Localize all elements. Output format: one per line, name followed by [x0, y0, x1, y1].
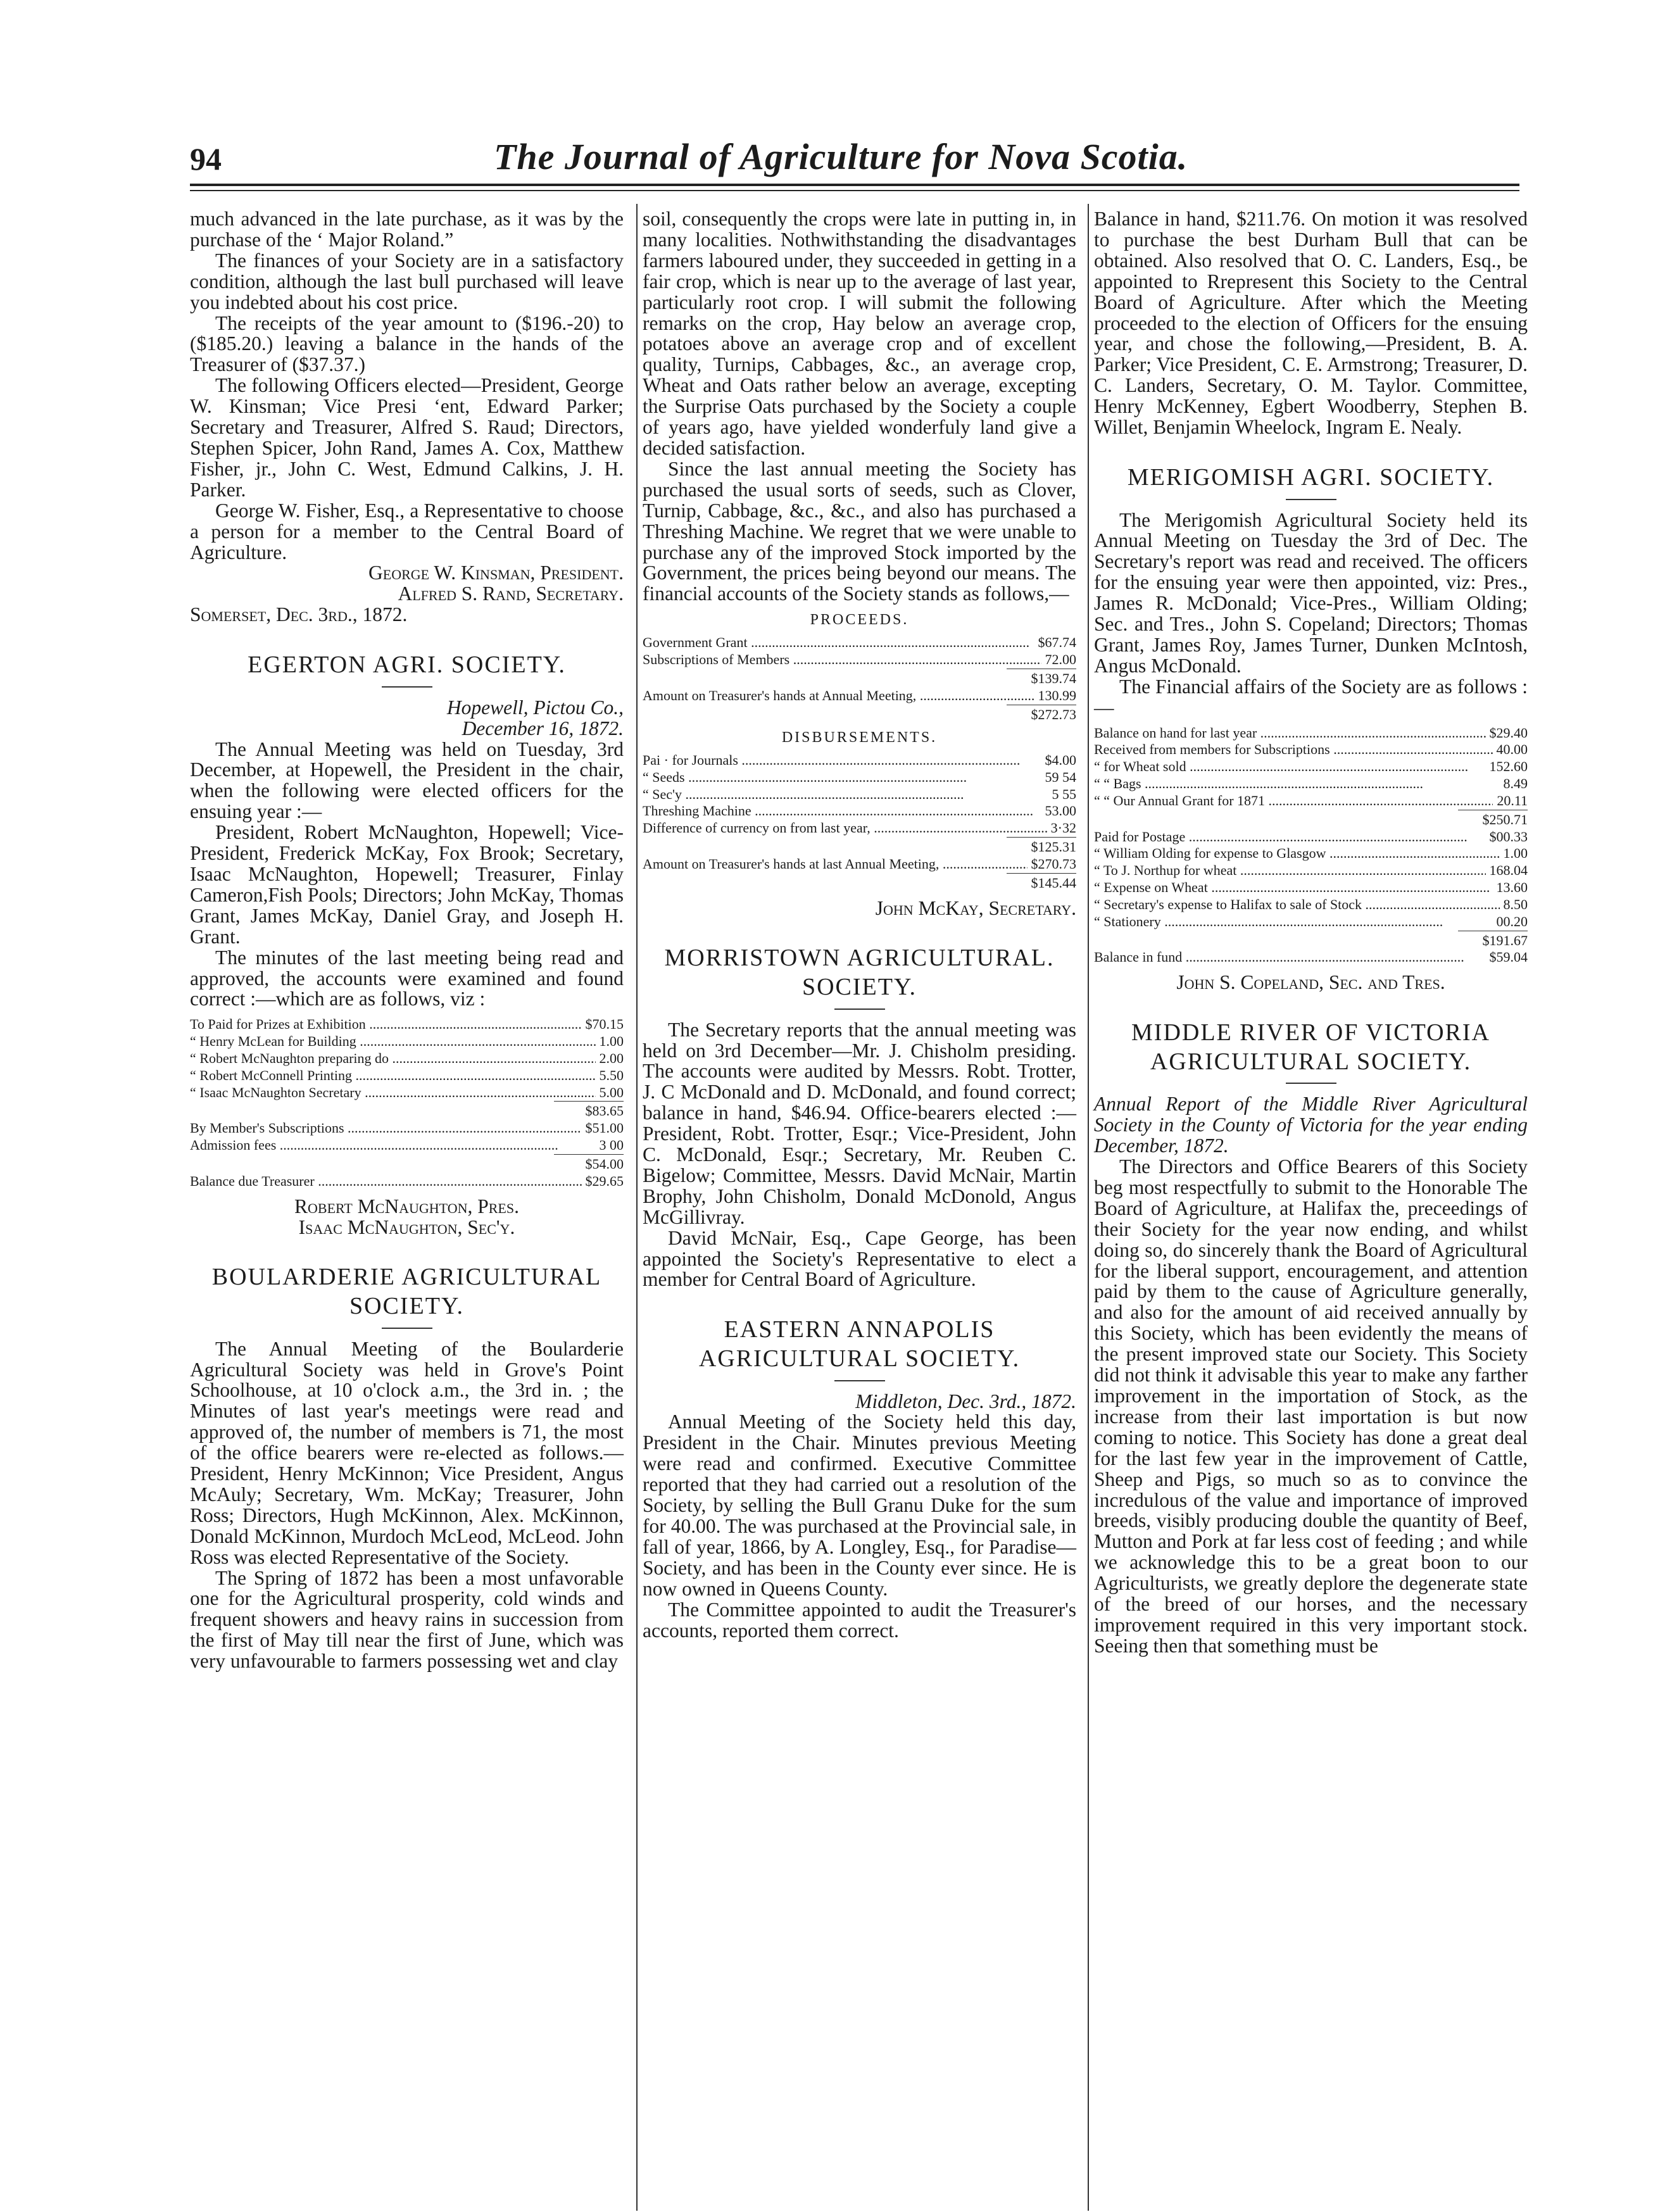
paragraph: George W. Fisher, Esq., a Representative to choose a person for a member to the Central Board of Agriculture. [190, 499, 624, 563]
account-amount: 13.60 [1496, 879, 1528, 896]
account-label: “ for Wheat sold ..... [1094, 758, 1486, 776]
account-list [190, 1120, 624, 1154]
account-row [1094, 879, 1528, 896]
account-list [643, 752, 1076, 837]
account-amount: 1.00 [599, 1033, 624, 1050]
account-total: $125.31 [1007, 837, 1076, 856]
heading-dash [382, 1328, 432, 1329]
account-label: Balance on hand for last year ..... [1094, 725, 1486, 742]
account-total: $145.44 [1007, 873, 1076, 892]
paragraph: The Financial affairs of the Society are as follows :— [1094, 675, 1528, 719]
signature: Isaac McNaughton, Sec'y. [298, 1216, 515, 1238]
account-amount: $59.04 [1489, 949, 1528, 965]
column-2 [643, 209, 1076, 1641]
paragraph: The Annual Meeting was held on Tuesday, 3rd December, at Hopewell, the President in the chair, when the following were elected officers for the ensuing year :— [190, 738, 624, 823]
account-row [190, 1067, 624, 1084]
paragraph: The Annual Meeting of the Boularderie Agricultural Society was held in Grove's Point Schoolhouse, at 10 o'clock a.m., the 3rd in. ; the Minutes of last year's meetings were read and approved of, the number of members is 71, the most of the office bearers were re-elected as follows.—President, Henry McKinnon; Vice President, Angus McAuly; Secretary, Wm. McKay; Treasurer, John Ross; Directors, Hugh McKinnon, Alex. McKinnon, Donald McKinnon, Murdoch McLeod, McLeod. John Ross was elected Representative of the Society. [190, 1337, 624, 1568]
paragraph: Balance in hand, $211.76. On motion it was resolved to purchase the best Durham Bull that can be obtained. Also resolved that O. C. Landers, Esq., be appointed to Rrepresent this Society to the Central Board of Agriculture. After which the Meeting proceeded to the election of Officers for the ensuing year, and chose the following,—President, B. A. Parker; Vice President, C. E. Armstrong; Treasurer, D. C. Landers, Secretary, O. M. Taylor. Committee, Henry McKenney, Egbert Woodberry, Stephen B. Willet, Benjamin Wheelock, Ingram E. Nealy. [1094, 208, 1528, 439]
account-amount: 00.20 [1496, 913, 1528, 929]
account-label: Difference of currency on from last year, ..... [643, 820, 1047, 837]
dateline: December 16, 1872. [462, 717, 624, 739]
account-table [190, 1016, 624, 1190]
account-amount: 5.50 [599, 1067, 624, 1083]
account-label: Government Grant ..... [643, 634, 1034, 651]
paragraph: The Committee appointed to audit the Treasurer's accounts, reported them correct. [643, 1598, 1076, 1642]
account-label: Balance due Treasurer ..... [190, 1173, 582, 1190]
account-total: $139.74 [1007, 669, 1076, 688]
account-row [190, 1016, 624, 1033]
column-divider-2 [1088, 204, 1089, 2211]
account-row [190, 1050, 624, 1067]
account-amount: $00.33 [1489, 828, 1528, 845]
account-amount: 8.50 [1503, 896, 1528, 912]
heading-dash [1286, 499, 1336, 500]
account-label: “ Secretary's expense to Halifax to sale of Stock ..... [1094, 896, 1500, 914]
account-amount: $4.00 [1045, 751, 1076, 768]
signature: Alfred S. Rand, Secretary. [398, 582, 624, 605]
account-label: Received from members for Subscriptions ..... [1094, 741, 1493, 758]
account-amount: $51.00 [585, 1120, 624, 1136]
account-row [643, 634, 1076, 651]
account-amount: 130.99 [1038, 687, 1076, 703]
account-label: “ Expense on Wheat ..... [1094, 879, 1493, 896]
heading-dash [834, 1009, 885, 1010]
account-row [1094, 776, 1528, 793]
account-amount: 168.04 [1489, 862, 1528, 879]
account-row [643, 769, 1076, 786]
paragraph: The receipts of the year amount to ($196.-20) to ($185.20.) leaving a balance in the hands of the Treasurer of ($37.37.) [190, 311, 624, 376]
account-row [190, 1120, 624, 1137]
account-label: Admission fees ..... [190, 1137, 596, 1154]
section-heading: BOULARDERIE AGRICULTURAL SOCIETY. [211, 1264, 602, 1319]
account-row [643, 803, 1076, 820]
paragraph: The Directors and Office Bearers of this Society beg most respectfully to submit to the Honorable The Board of Agriculture, at Halifax the, preceedings of their Society for the year now ending, and whilst doing so, do sincerely thank the Board of Agricultural for the liberal support, encouragement, and attention paid by them to the cause of Agriculture generally, and also for the amount of aid received annually by this Society, which has been evidently the means of the present improved state our Society. This Society did not think it advisable this year to make any farther improvement in the importation of Stock, as the increase from their last importation is but now coming to notice. This Society has done a great deal for the last few year in the improvement of Cattle, Sheep and Pigs, so much so as to convince the incredulous of the value and importance of improved breeds, visibly producing double the quantity of Beef, Mutton and Pork at far less cost of feeding ; and while we acknowledge this to be a great boon to our Agriculturists, we greatly deplore the degenerate state of the breed of our horses, and the necessary improvement required in this very important stock. Seeing then that something must be [1094, 1155, 1528, 1657]
column-3 [1094, 209, 1528, 1657]
section-heading: EGERTON AGRI. SOCIETY. [248, 651, 566, 679]
account-label: “ Seeds ..... [643, 769, 1041, 786]
account-amount: 72.00 [1045, 651, 1076, 668]
account-amount: 40.00 [1496, 741, 1528, 758]
account-total: $272.73 [1007, 705, 1076, 724]
account-label: Balance in fund ..... [1094, 949, 1486, 966]
paragraph: The Spring of 1872 has been a most unfavorable one for the Agricultural prosperity, cold winds and frequent showers and heavy rains in succession from the first of May till near the first of June, which was very unfavourable to farmers possessing wet and clay [190, 1566, 624, 1673]
section-heading: EASTERN ANNAPOLIS AGRICULTURAL SOCIETY. [698, 1316, 1021, 1372]
signature: Robert McNaughton, Pres. [294, 1195, 519, 1217]
signature: John S. Copeland, Sec. and Tres. [1176, 971, 1445, 994]
paragraph: The minutes of the last meeting being read and approved, the accounts were examined and found correct :—which are as follows, viz : [190, 946, 624, 1010]
paragraph: David McNair, Esq., Cape George, has been appointed the Society's Representative to elect a member for Central Board of Agriculture. [643, 1226, 1076, 1291]
signature: George W. Kinsman, President. [368, 562, 624, 584]
account-amount: 2.00 [599, 1050, 624, 1066]
account-amount: 5.00 [599, 1084, 624, 1100]
account-row [643, 856, 1076, 873]
account-amount: 53.00 [1045, 803, 1076, 819]
column-1 [190, 209, 624, 1672]
paragraph: The Merigomish Agricultural Society held its Annual Meeting on Tuesday the 3rd of Dec. The Secretary's report was read and received. The officers for the ensuing year were then appointed, viz: Pres., James R. McDonald; Vice-Pres., William Olding; Sec. and Tres., John S. Copeland; Directors; Thomas Grant, James Roy, James Turner, Dunken McIntosh, Angus McDonald. [1094, 508, 1528, 677]
account-table [1094, 725, 1528, 967]
account-row [1094, 725, 1528, 742]
account-label: “ Isaac McNaughton Secretary ..... [190, 1084, 596, 1102]
account-amount: 3 00 [599, 1137, 624, 1153]
account-amount: 5 55 [1052, 786, 1076, 802]
account-row [190, 1173, 624, 1190]
account-row [190, 1084, 624, 1102]
account-label: Pai · for Journals ..... [643, 752, 1041, 769]
dateline: Hopewell, Pictou Co., [446, 696, 624, 719]
account-caption: PROCEEDS. [810, 612, 909, 629]
account-list [1094, 725, 1528, 810]
account-row [643, 688, 1076, 705]
account-row [1094, 758, 1528, 776]
account-label: “ Robert McNaughton preparing do ..... [190, 1050, 596, 1067]
dateline: Somerset, Dec. 3rd., 1872. [190, 603, 408, 626]
account-label: “ “ Our Annual Grant for 1871 ..... [1094, 793, 1493, 810]
account-row [643, 651, 1076, 669]
paragraph: much advanced in the late purchase, as it was by the purchase of the ‘ Major Roland.” [190, 208, 624, 251]
account-row [643, 786, 1076, 803]
account-label: “ Stationery ..... [1094, 914, 1493, 931]
paragraph: President, Robert McNaughton, Hopewell; Vice-President, Frederick McKay, Fox Brook; Secretary, Isaac McNaughton, Hopewell; Treasurer, Finlay Cameron,Fish Pools; Directors; John McKay, Thomas Grant, James McKay, Daniel Gray, and Joseph H. Grant. [190, 821, 624, 948]
paragraph: Annual Meeting of the Society held this day, President in the Chair. Minutes previous Meeting were read and confirmed. Executive Committee reported that they had carried out a resolution of the Society, by selling the Bull Granu Duke for the sum for 40.00. The was purchased at the Provincial sale, in fall of year, 1866, by A. Longley, Esq., for Paradise—Society, and has been in the County ever since. He is now owned in Queens County. [643, 1411, 1076, 1600]
dateline: Middleton, Dec. 3rd., 1872. [855, 1390, 1076, 1412]
account-list [1094, 829, 1528, 931]
account-list [190, 1016, 624, 1101]
paragraph: The Secretary reports that the annual meeting was held on 3rd December—Mr. J. Chisholm presiding. The accounts were audited by Messrs. Robt. Trotter, J. C McDonald and D. McDonald, and found correct; balance in hand, $46.94. Office-bearers elected :—President, Robt. Trotter, Esqr.; Vice-President, John C. McDonald, Esqr.; Secretary, Mr. Reuben C. Bigelow; Committee, Messrs. David McNair, Martin Brophy, John Chisholm, Donald McDonold, Angus McGillivray. [643, 1018, 1076, 1228]
account-amount: $29.65 [585, 1172, 624, 1189]
account-label: “ Robert McConnell Printing ..... [190, 1067, 596, 1084]
account-row [190, 1033, 624, 1050]
account-row [1094, 793, 1528, 810]
paragraph: The following Officers elected—President, George W. Kinsman; Vice Presi ‘ent, Edward Parker; Secretary and Treasurer, Alfred S. Raud; Directors, Stephen Spicer, John Rand, James A. Cox, Matthew Fisher, jr., John C. West, Edmund Calkins, J. H. Parker. [190, 374, 624, 501]
account-label: Amount on Treasurer's hands at last Annual Meeting, ..... [643, 856, 1028, 873]
heading-dash [382, 686, 432, 688]
account-label: Subscriptions of Members ..... [643, 651, 1041, 669]
account-amount: $29.40 [1489, 724, 1528, 741]
account-amount: $67.74 [1038, 634, 1076, 651]
heading-dash [1286, 1083, 1336, 1084]
column-divider-1 [636, 204, 638, 2211]
account-label: Threshing Machine ..... [643, 803, 1041, 820]
account-total: $54.00 [554, 1154, 624, 1173]
report-subheading: Annual Report of the Middle River Agricultural Society in the County of Victoria for the year ending December, 1872. [1094, 1093, 1528, 1157]
account-label: To Paid for Prizes at Exhibition ..... [190, 1016, 582, 1033]
account-amount: 59 54 [1045, 769, 1076, 785]
heading-dash [834, 1380, 885, 1381]
section-heading: MIDDLE RIVER OF VICTORIA AGRICULTURAL SOCIETY. [1131, 1019, 1490, 1075]
account-total: $191.67 [1458, 931, 1528, 950]
section-heading: MORRISTOWN AGRICULTURAL. SOCIETY. [664, 945, 1055, 1001]
account-label: “ Sec'y ..... [643, 786, 1048, 803]
account-label: “ Henry McLean for Building ..... [190, 1033, 596, 1050]
account-amount: 1.00 [1503, 845, 1528, 862]
paragraph: The finances of your Society are in a satisfactory condition, although the last bull purchased will leave you indebted about his cost price. [190, 249, 624, 313]
account-caption: DISBURSEMENTS. [781, 729, 938, 746]
paragraph: soil, consequently the crops were late in putting in, in many localities. Nothwithstanding the disadvantages farmers laboured under, they succeeded in getting in a fair crop, which is near up to the average of last year, particularly root crop. I will submit the following remarks on the crop, Hay below an average crop, potatoes above an average crop and of excellent quality, Turnips, Cabbages, &c., an average crop, Wheat and Oats rather below an average, excepting the Surprise Oats purchased by the Society a couple of years ago, have yielded wonderfuly land give a decided satisfaction. [643, 208, 1076, 459]
account-row [1094, 862, 1528, 879]
account-label: “ “ Bags ..... [1094, 776, 1500, 793]
account-row [643, 752, 1076, 769]
account-list [643, 634, 1076, 669]
account-row [643, 820, 1076, 837]
account-label: “ William Olding for expense to Glasgow ..... [1094, 845, 1500, 862]
header-rule-thick [190, 184, 1519, 186]
account-amount: 3·32 [1050, 820, 1076, 836]
account-row [1094, 829, 1528, 846]
account-amount: 152.60 [1489, 758, 1528, 775]
account-row [1094, 741, 1528, 758]
account-label: By Member's Subscriptions ..... [190, 1120, 582, 1137]
running-title: The Journal of Agriculture for Nova Scotia. [494, 136, 1188, 177]
account-label: “ To J. Northup for wheat ..... [1094, 862, 1486, 879]
account-total: $250.71 [1458, 810, 1528, 829]
account-row [1094, 949, 1528, 966]
signature: John McKay, Secretary. [875, 896, 1076, 919]
account-amount: 8.49 [1503, 776, 1528, 792]
account-amount: $70.15 [585, 1016, 624, 1033]
account-label: Paid for Postage ..... [1094, 829, 1486, 846]
account-row [1094, 845, 1528, 862]
account-total: $83.65 [554, 1101, 624, 1120]
section-heading: MERIGOMISH AGRI. SOCIETY. [1127, 463, 1495, 491]
header-rule-thin [190, 190, 1519, 191]
account-table [643, 611, 1076, 891]
account-row [1094, 914, 1528, 931]
account-label: Amount on Treasurer's hands at Annual Meeting, ..... [643, 688, 1034, 705]
account-amount: 20.11 [1497, 792, 1528, 808]
account-row [190, 1137, 624, 1154]
page-number: 94 [190, 141, 222, 177]
account-amount: $270.73 [1031, 855, 1076, 872]
paragraph: Since the last annual meeting the Society has purchased the usual sorts of seeds, such as Clover, Turnip, Cabbage, &c., &c., and also has purchased a Threshing Machine. We regret that we were unable to purchase any of the improved Stock imported by the Government, the prices being beyond our means. The financial accounts of the Society stands as follows,— [643, 457, 1076, 605]
account-row [1094, 896, 1528, 914]
